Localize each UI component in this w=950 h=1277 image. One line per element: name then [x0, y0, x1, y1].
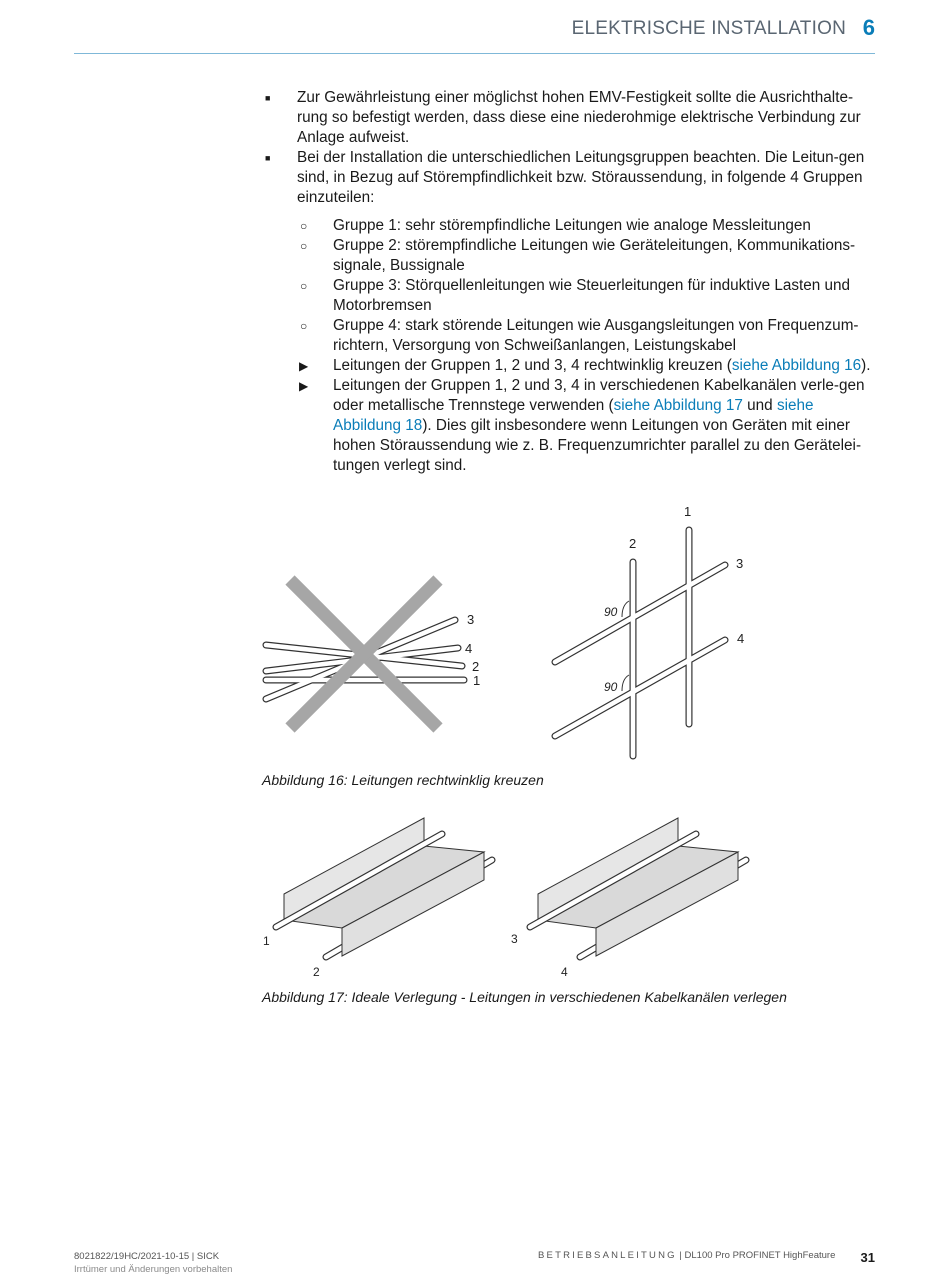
channel-label: 3 [511, 932, 518, 946]
action-text: und [742, 397, 777, 414]
figure17-illustration [262, 810, 782, 982]
cable-channel-right [511, 818, 746, 979]
circle-bullet-icon: ○ [300, 219, 308, 233]
figure17-caption: Abbildung 17: Ideale Verlegung - Leitungen in verschiedenen Kabelkanälen verlegen [262, 989, 787, 1005]
figure16-caption: Abbildung 16: Leitungen rechtwinklig kreuzen [262, 772, 544, 788]
angle-label: 90 [604, 605, 618, 619]
square-bullet-icon: ■ [265, 93, 271, 103]
channel-label: 2 [313, 965, 320, 979]
wrong-crossing-drawing [266, 580, 480, 728]
right-label: 1 [684, 504, 692, 519]
group-text: Gruppe 3: Störquellenleitungen wie Steuerleitungen für induktive Lasten und Motorbremsen [333, 277, 851, 314]
footer-separator: | [676, 1250, 685, 1261]
disclaimer: Irrtümer und Änderungen vorbehalten [74, 1264, 233, 1275]
channel-label: 1 [263, 934, 270, 948]
circle-bullet-icon: ○ [300, 279, 308, 293]
doc-id: 8021822/19HC/2021-10-15 | SICK [74, 1251, 220, 1262]
action-text: Leitungen der Gruppen 1, 2 und 3, 4 rechtwinklig kreuzen ( [333, 357, 732, 374]
action-item [262, 376, 874, 476]
group-text: Gruppe 2: störempfindliche Leitungen wie Geräteleitungen, Kommunikations-signale, Bussignale [333, 237, 856, 274]
figure16-link[interactable]: siehe Abbildung 16 [731, 357, 862, 374]
square-bullet-icon: ■ [265, 153, 271, 163]
circle-bullet-icon: ○ [300, 319, 308, 333]
figure16-illustration [262, 500, 782, 768]
correct-crossing-drawing [555, 504, 744, 756]
main-content [262, 88, 874, 476]
group-item [262, 316, 874, 356]
arrow-right-icon: ▶ [299, 379, 309, 393]
group-text: Gruppe 1: sehr störempfindliche Leitungen wie analoge Messleitungen [333, 217, 811, 234]
bullet-text: Bei der Installation die unterschiedlichen Leitungsgruppen beachten. Die Leitun-gen sind, in Bezug auf Störempfindlichkeit bzw. Störaussendung, in folgende 4 Gruppen einzuteilen: [297, 149, 865, 206]
action-text: Leitungen der Gruppen 1, 2 und 3, 4 in verschiedenen Kabelkanälen verle-gen oder metallische Trennstege verwenden ( [333, 377, 865, 414]
channel-label: 4 [561, 965, 568, 979]
page-number: 31 [860, 1250, 875, 1265]
group-text: Gruppe 4: stark störende Leitungen wie Ausgangsleitungen von Frequenzum-richtern, Versorgung von Schweißanlangen, Leistungskabel [333, 317, 859, 354]
figure18-link[interactable]: siehe Abbildung 18 [333, 397, 814, 434]
wrong-label: 1 [473, 673, 481, 688]
header-divider [74, 53, 875, 54]
bullet-item [262, 88, 874, 148]
circle-bullet-icon: ○ [300, 239, 308, 253]
footer-product [538, 1250, 835, 1261]
cable-channel-left [263, 818, 492, 979]
arrow-right-icon: ▶ [299, 359, 309, 373]
product-name: DL100 Pro PROFINET HighFeature [684, 1250, 836, 1261]
action-text: ). [861, 357, 871, 374]
bullet-text: Zur Gewährleistung einer möglichst hohen EMV-Festigkeit sollte die Ausrichthalte-rung so befestigt werden, dass diese eine niederohmige elektrische Verbindung zur Anlage aufweist. [297, 89, 861, 146]
right-label: 2 [629, 536, 637, 551]
group-item [262, 236, 874, 276]
wrong-label: 2 [472, 659, 480, 674]
wrong-label: 3 [467, 612, 475, 627]
section-title: ELEKTRISCHE INSTALLATION [571, 18, 846, 39]
group-item [262, 276, 874, 316]
figure17-link[interactable]: siehe Abbildung 17 [613, 397, 743, 414]
right-label: 3 [736, 556, 744, 571]
doc-type: BETRIEBSANLEITUNG [538, 1250, 677, 1261]
group-list [262, 216, 874, 476]
bullet-item [262, 148, 874, 208]
action-item [262, 356, 874, 376]
group-item [262, 216, 874, 236]
wrong-label: 4 [465, 641, 473, 656]
action-text: ). Dies gilt insbesondere wenn Leitungen von Geräten mit einer hohen Störaussendung wie z. B. Frequenzumrichter parallel zu den Gerätelei-tungen verlegt sind. [333, 417, 862, 474]
right-label: 4 [737, 631, 745, 646]
footer-doc-info [74, 1250, 232, 1276]
chapter-number: 6 [862, 15, 875, 40]
angle-label: 90 [604, 680, 618, 694]
